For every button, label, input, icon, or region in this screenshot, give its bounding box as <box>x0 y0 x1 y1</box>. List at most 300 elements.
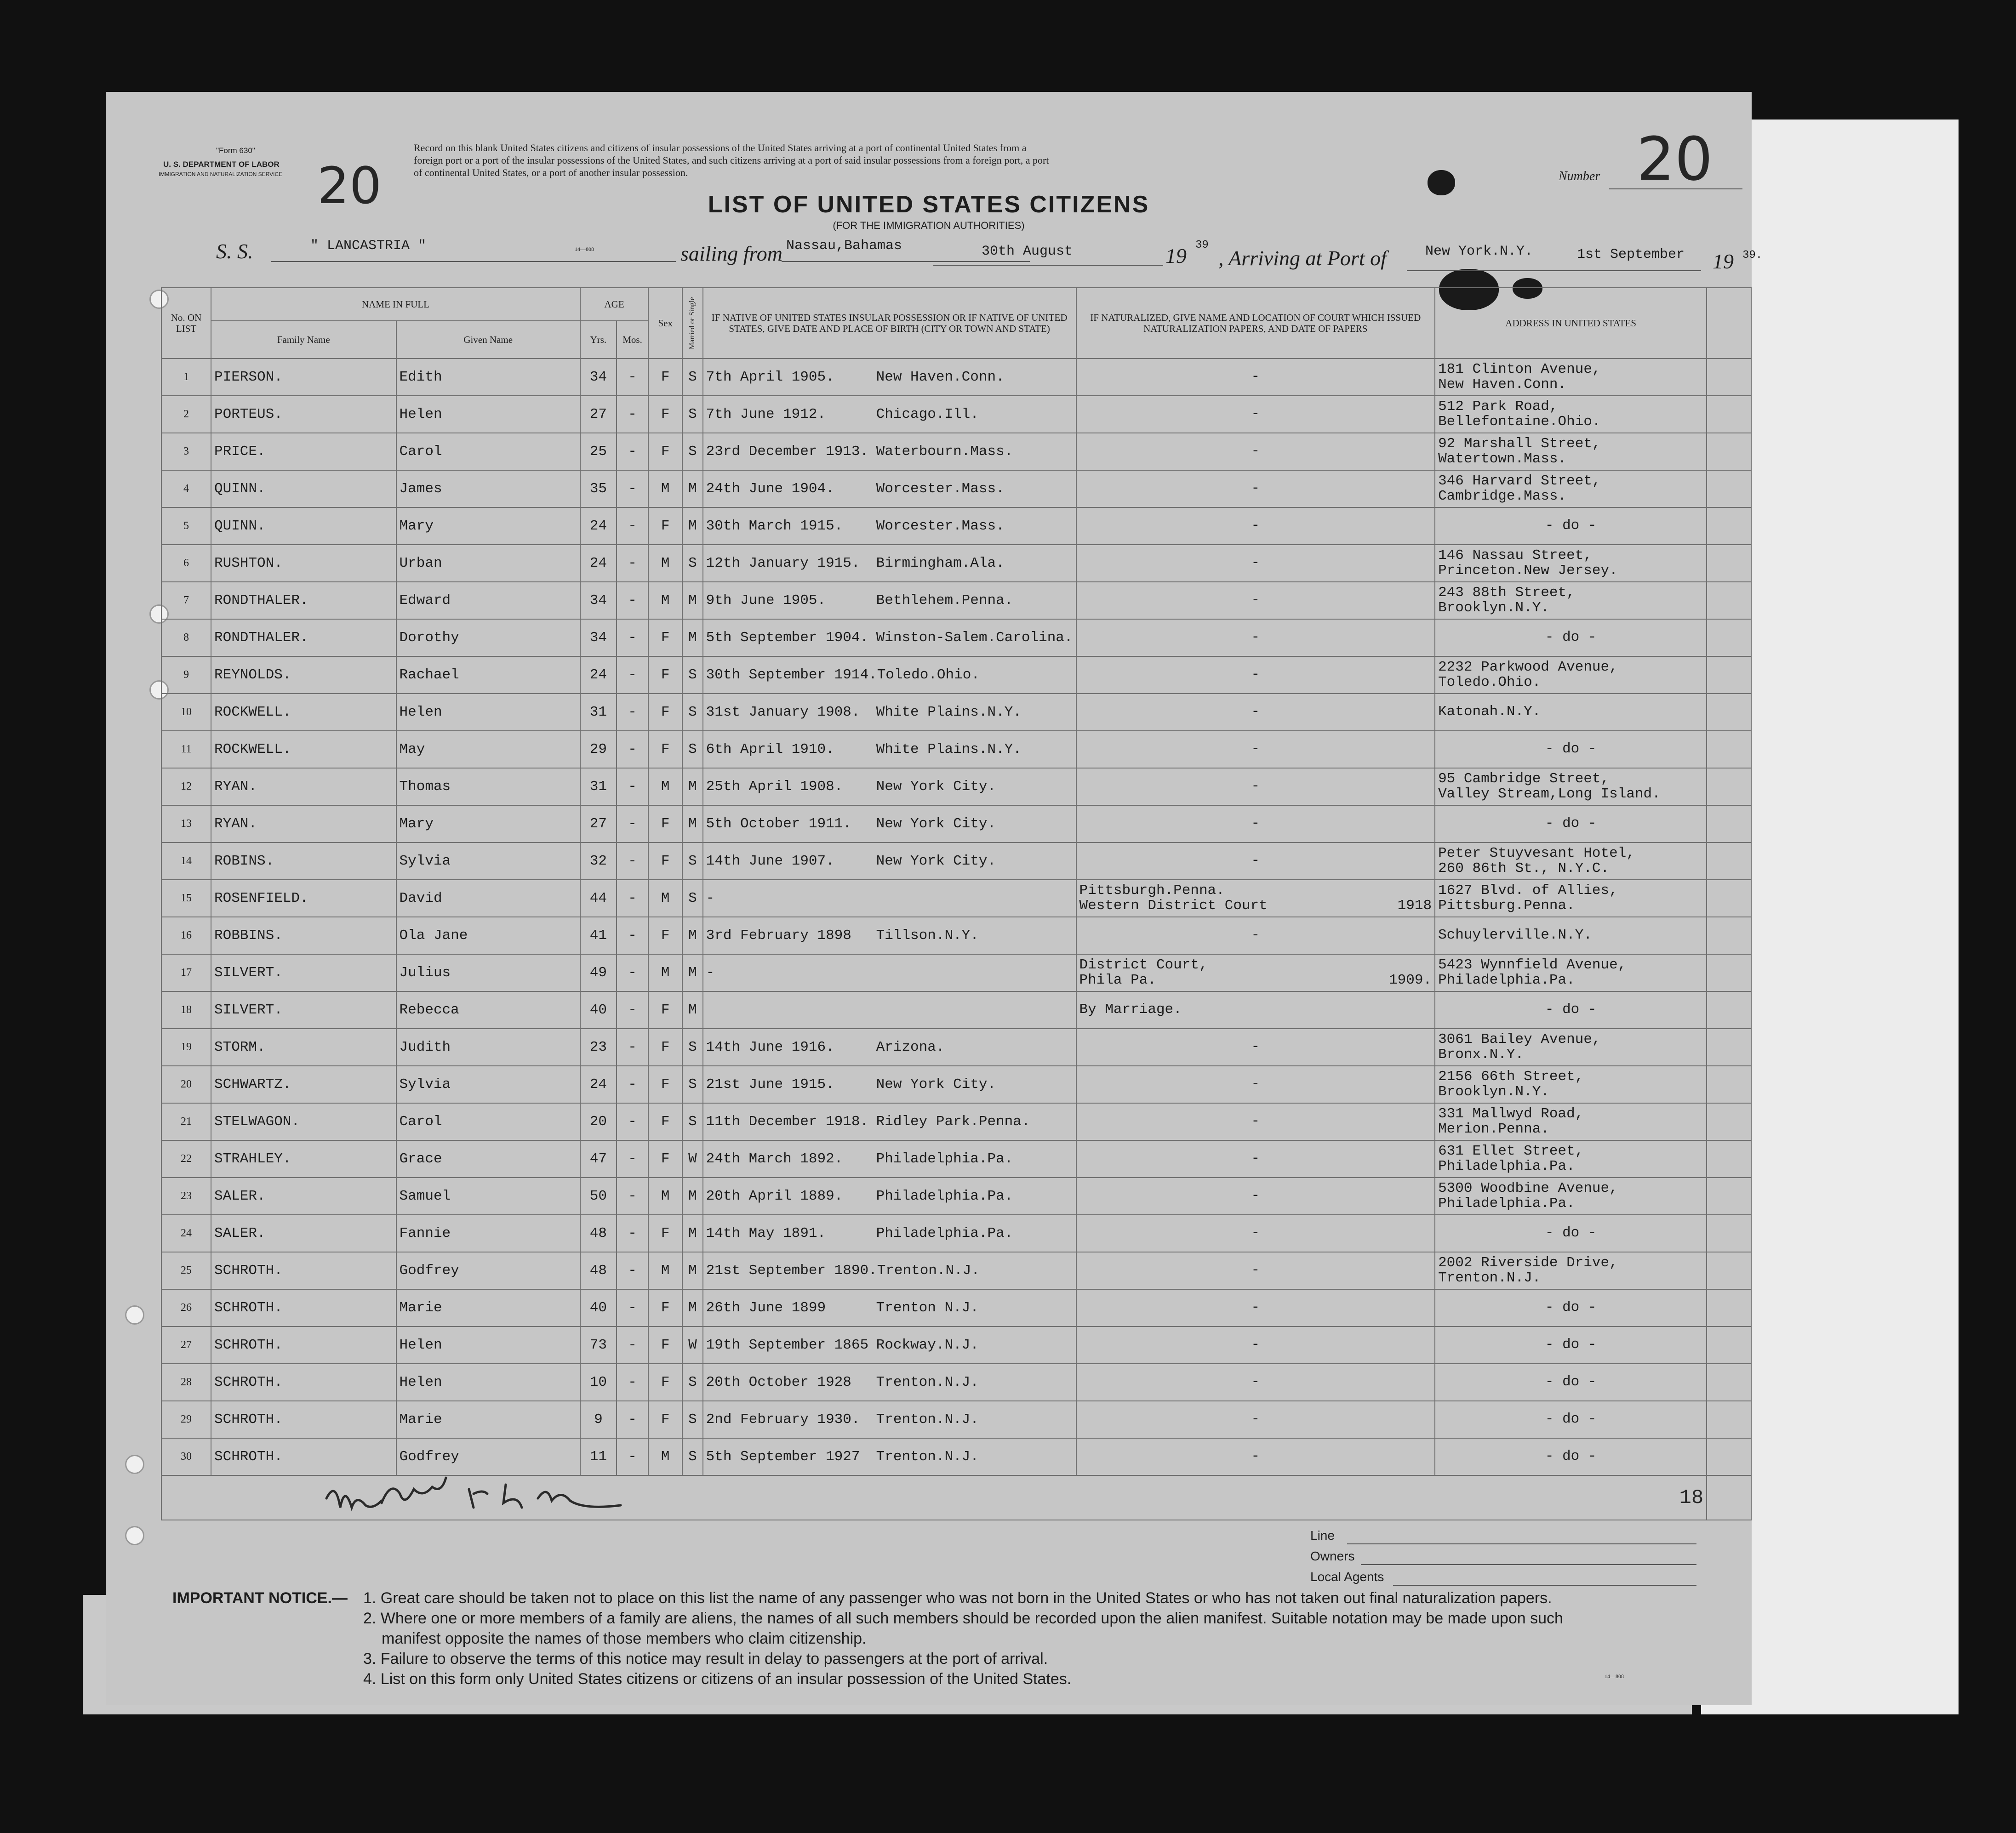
handwritten-page-number: 20 <box>317 156 382 215</box>
birth-date: - <box>706 890 715 906</box>
blank-cell <box>1707 1364 1751 1401</box>
address-line-1: - do - <box>1545 1337 1597 1353</box>
birth-place: New York City. <box>876 816 996 832</box>
sailing-label: sailing from <box>680 242 782 265</box>
sex: M <box>648 470 682 507</box>
age-years: 48 <box>580 1252 617 1289</box>
age-months: - <box>617 582 648 619</box>
table-row <box>161 842 1751 880</box>
passenger-rows <box>161 359 1751 1475</box>
notice-item: manifest opposite the names of those members who claim citizenship. <box>382 1630 867 1647</box>
address-line-2: Bellefontaine.Ohio. <box>1438 413 1601 430</box>
court-name: District Court, <box>1079 956 1208 973</box>
blank-cell <box>1707 768 1751 805</box>
given-name: Dorothy <box>396 619 580 656</box>
address <box>1435 433 1707 470</box>
age-years: 25 <box>580 433 617 470</box>
birth-info <box>703 1364 1076 1401</box>
marital-status: S <box>682 545 703 582</box>
row-number: 20 <box>161 1066 211 1103</box>
birth-info <box>703 656 1076 694</box>
birth-info <box>703 433 1076 470</box>
address-line-2: Valley Stream,Long Island. <box>1438 786 1661 802</box>
given-name: Rachael <box>396 656 580 694</box>
age-years: 24 <box>580 656 617 694</box>
blank-cell <box>1707 1103 1751 1140</box>
row-number: 23 <box>161 1178 211 1215</box>
age-years: 34 <box>580 582 617 619</box>
birth-date: 7th June 1912. <box>706 406 826 422</box>
sex: F <box>648 1066 682 1103</box>
age-years: 11 <box>580 1438 617 1475</box>
given-name: Urban <box>396 545 580 582</box>
address-line-1: Schuylerville.N.Y. <box>1438 927 1592 944</box>
birth-date: 20th October 1928 <box>706 1374 851 1390</box>
given-name: Carol <box>396 1103 580 1140</box>
naturalization-info: - <box>1076 694 1435 731</box>
court-date: 1909. <box>1389 972 1432 988</box>
age-years: 48 <box>580 1215 617 1252</box>
notice-item: 4. List on this form only United States citizens or citizens of an insular possession of the United States. <box>363 1670 1072 1688</box>
age-years: 35 <box>580 470 617 507</box>
age-years: 31 <box>580 768 617 805</box>
address-line-1: 2232 Parkwood Avenue, <box>1438 659 1618 675</box>
age-years: 40 <box>580 1289 617 1326</box>
form-subtitle: (FOR THE IMMIGRATION AUTHORITIES) <box>833 220 1025 231</box>
age-years: 31 <box>580 694 617 731</box>
given-name: Helen <box>396 396 580 433</box>
number-underline <box>1609 188 1742 189</box>
birth-info <box>703 1140 1076 1178</box>
family-name: SILVERT. <box>211 991 396 1029</box>
age-months: - <box>617 545 648 582</box>
birth-place: Worcester.Mass. <box>876 518 1005 534</box>
table-row <box>161 1066 1751 1103</box>
birth-info <box>703 842 1076 880</box>
table-row <box>161 917 1751 954</box>
address-line-1: 95 Cambridge Street, <box>1438 770 1610 787</box>
marital-status: S <box>682 396 703 433</box>
address-line-1: Peter Stuyvesant Hotel, <box>1438 845 1635 861</box>
sex: F <box>648 1215 682 1252</box>
row-number: 9 <box>161 656 211 694</box>
family-name: RYAN. <box>211 805 396 842</box>
address <box>1435 954 1707 991</box>
row-number: 29 <box>161 1401 211 1438</box>
given-name: Fannie <box>396 1215 580 1252</box>
birth-place: Tillson.N.Y. <box>876 928 979 944</box>
birth-info <box>703 694 1076 731</box>
given-name: Edith <box>396 359 580 396</box>
family-name: SCHROTH. <box>211 1289 396 1326</box>
address-line-1: 512 Park Road, <box>1438 398 1558 415</box>
birth-place: Rockway.N.J. <box>876 1337 979 1353</box>
ship-name: " LANCASTRIA " <box>310 238 427 254</box>
address <box>1435 805 1707 842</box>
blank-cell <box>1707 619 1751 656</box>
birth-info <box>703 991 1076 1029</box>
address-line-2: Brooklyn.N.Y. <box>1438 599 1549 616</box>
row-number: 5 <box>161 507 211 545</box>
address <box>1435 694 1707 731</box>
given-name: Carol <box>396 433 580 470</box>
row-number: 10 <box>161 694 211 731</box>
sex: M <box>648 545 682 582</box>
blank-cell <box>1707 1475 1751 1520</box>
instruction-line: Record on this blank United States citizens and citizens of insular possessions of the United States arriving at a port of continental United States from a <box>414 142 1027 154</box>
given-name: Edward <box>396 582 580 619</box>
age-years: 41 <box>580 917 617 954</box>
blank-cell <box>1707 1252 1751 1289</box>
marital-status: S <box>682 880 703 917</box>
age-years: 9 <box>580 1401 617 1438</box>
row-number: 21 <box>161 1103 211 1140</box>
col-name-header: NAME IN FULL <box>211 288 580 321</box>
table-row <box>161 1103 1751 1140</box>
blank-cell <box>1707 545 1751 582</box>
birth-date: 3rd February 1898 <box>706 928 851 944</box>
col-given-header: Given Name <box>396 321 580 359</box>
sex: F <box>648 1364 682 1401</box>
address <box>1435 1252 1707 1289</box>
birth-date: 5th October 1911. <box>706 816 851 832</box>
age-years: 23 <box>580 1029 617 1066</box>
address-line-1: 181 Clinton Avenue, <box>1438 361 1601 377</box>
table-row <box>161 1326 1751 1364</box>
blank-cell <box>1707 507 1751 545</box>
table-row <box>161 1029 1751 1066</box>
age-months: - <box>617 507 648 545</box>
birth-info <box>703 1103 1076 1140</box>
address <box>1435 1140 1707 1178</box>
naturalization-info: - <box>1076 842 1435 880</box>
sex: M <box>648 954 682 991</box>
birth-date: 30th September 1914. <box>706 667 877 683</box>
table-row <box>161 880 1751 917</box>
passenger-table <box>161 287 1752 1520</box>
blank-cell <box>1707 470 1751 507</box>
row-number: 6 <box>161 545 211 582</box>
address-line-1: - do - <box>1545 1411 1597 1428</box>
address-line-2: Philadelphia.Pa. <box>1438 972 1575 988</box>
birth-place: Bethlehem.Penna. <box>876 592 1013 609</box>
address <box>1435 1066 1707 1103</box>
row-number: 24 <box>161 1215 211 1252</box>
birth-date: 7th April 1905. <box>706 369 834 385</box>
family-name: ROCKWELL. <box>211 694 396 731</box>
birth-date: 20th April 1889. <box>706 1188 843 1204</box>
naturalization-info: - <box>1076 1215 1435 1252</box>
family-name: SCHROTH. <box>211 1364 396 1401</box>
naturalization-info: - <box>1076 1401 1435 1438</box>
naturalization-info: - <box>1076 545 1435 582</box>
naturalization-info: - <box>1076 1252 1435 1289</box>
marital-status: M <box>682 954 703 991</box>
address <box>1435 731 1707 768</box>
address-line-1: 331 Mallwyd Road, <box>1438 1105 1584 1122</box>
table-row <box>161 694 1751 731</box>
birth-place: White Plains.N.Y. <box>876 704 1022 720</box>
address <box>1435 991 1707 1029</box>
birth-place: Trenton.N.J. <box>876 1449 979 1465</box>
family-name: SILVERT. <box>211 954 396 991</box>
address-line-1: - do - <box>1545 1448 1597 1465</box>
sex: F <box>648 1103 682 1140</box>
birth-place: Toledo.Ohio. <box>877 667 980 683</box>
marital-status: S <box>682 433 703 470</box>
age-years: 50 <box>580 1178 617 1215</box>
age-months: - <box>617 1289 648 1326</box>
address-line-1: 243 88th Street, <box>1438 584 1575 601</box>
birth-info <box>703 1029 1076 1066</box>
address <box>1435 1029 1707 1066</box>
table-row <box>161 768 1751 805</box>
table-row <box>161 805 1751 842</box>
blank-cell <box>1707 359 1751 396</box>
col-no-header: No. ON LIST <box>161 288 211 359</box>
sex: F <box>648 1140 682 1178</box>
given-name: Helen <box>396 1364 580 1401</box>
birth-place: Birmingham.Ala. <box>876 555 1005 571</box>
given-name: Grace <box>396 1140 580 1178</box>
address-line-1: Katonah.N.Y. <box>1438 704 1541 720</box>
col-naturalized-header: IF NATURALIZED, GIVE NAME AND LOCATION OF COURT WHICH ISSUED NATURALIZATION PAPERS, AND DATE OF PAPERS <box>1076 288 1435 359</box>
age-months: - <box>617 1364 648 1401</box>
arriving-label: , Arriving at Port of <box>1218 246 1387 270</box>
given-name: Rebecca <box>396 991 580 1029</box>
blank-cell <box>1707 1401 1751 1438</box>
sex: M <box>648 880 682 917</box>
naturalization-info: - <box>1076 805 1435 842</box>
court-name: Pittsburgh.Penna. <box>1079 882 1225 899</box>
blank-cell <box>1707 1289 1751 1326</box>
agents-underline <box>1393 1585 1696 1586</box>
family-name: SALER. <box>211 1178 396 1215</box>
birth-place: Trenton.N.J. <box>876 1374 979 1390</box>
marital-status: M <box>682 1252 703 1289</box>
address-line-1: 346 Harvard Street, <box>1438 472 1601 489</box>
col-family-header: Family Name <box>211 321 396 359</box>
address <box>1435 1326 1707 1364</box>
given-name: Helen <box>396 1326 580 1364</box>
row-number: 1 <box>161 359 211 396</box>
row-number: 16 <box>161 917 211 954</box>
family-name: RUSHTON. <box>211 545 396 582</box>
family-name: QUINN. <box>211 507 396 545</box>
given-name: James <box>396 470 580 507</box>
age-years: 29 <box>580 731 617 768</box>
table-row <box>161 1140 1751 1178</box>
given-name: May <box>396 731 580 768</box>
birth-info <box>703 470 1076 507</box>
birth-info <box>703 545 1076 582</box>
blank-cell <box>1707 694 1751 731</box>
marital-status: M <box>682 917 703 954</box>
print-code: 14—808 <box>575 246 594 252</box>
address-line-1: 2156 66th Street, <box>1438 1068 1584 1085</box>
birth-date: 9th June 1905. <box>706 592 826 609</box>
blank-cell <box>1707 805 1751 842</box>
birth-info <box>703 917 1076 954</box>
address-line-1: - do - <box>1545 741 1597 757</box>
table-row <box>161 470 1751 507</box>
birth-place: New York City. <box>876 853 996 869</box>
form-number: "Form 630" <box>216 146 255 155</box>
address-line-1: - do - <box>1545 815 1597 832</box>
age-months: - <box>617 1029 648 1066</box>
birth-info <box>703 396 1076 433</box>
address-line-1: 5423 Wynnfield Avenue, <box>1438 956 1627 973</box>
address <box>1435 768 1707 805</box>
row-number: 3 <box>161 433 211 470</box>
given-name: Godfrey <box>396 1438 580 1475</box>
birth-date: 21st June 1915. <box>706 1076 834 1093</box>
given-name: Helen <box>396 694 580 731</box>
row-number: 17 <box>161 954 211 991</box>
birth-date: 11th December 1918. <box>706 1114 869 1130</box>
table-row <box>161 396 1751 433</box>
birth-place: New York City. <box>876 1076 996 1093</box>
row-number: 13 <box>161 805 211 842</box>
naturalization-info: - <box>1076 1140 1435 1178</box>
service: IMMIGRATION AND NATURALIZATION SERVICE <box>159 171 283 177</box>
list-number: 20 <box>1637 124 1713 194</box>
birth-info <box>703 1401 1076 1438</box>
given-name: Sylvia <box>396 1066 580 1103</box>
address-line-1: - do - <box>1545 1299 1597 1316</box>
birth-place: Worcester.Mass. <box>876 481 1005 497</box>
address <box>1435 880 1707 917</box>
birth-place: Philadelphia.Pa. <box>876 1225 1013 1241</box>
address <box>1435 619 1707 656</box>
notice-list <box>363 1588 1563 1689</box>
marital-status: S <box>682 1364 703 1401</box>
table-row <box>161 582 1751 619</box>
blank-cell <box>1707 842 1751 880</box>
marital-status: S <box>682 656 703 694</box>
birth-info <box>703 805 1076 842</box>
row-number: 30 <box>161 1438 211 1475</box>
age-months: - <box>617 470 648 507</box>
birth-info <box>703 1289 1076 1326</box>
sex: F <box>648 1029 682 1066</box>
sex: M <box>648 1438 682 1475</box>
sex: M <box>648 1252 682 1289</box>
given-name: David <box>396 880 580 917</box>
birth-date: 5th September 1927 <box>706 1449 860 1465</box>
total-count: 18 <box>1435 1475 1707 1520</box>
family-name: QUINN. <box>211 470 396 507</box>
age-years: 10 <box>580 1364 617 1401</box>
instructions <box>414 142 1049 179</box>
age-months: - <box>617 954 648 991</box>
table-row <box>161 1252 1751 1289</box>
from-underline <box>782 261 1030 262</box>
age-months: - <box>617 1178 648 1215</box>
age-years: 73 <box>580 1326 617 1364</box>
birth-info <box>703 731 1076 768</box>
birth-date: 23rd December 1913. <box>706 444 869 460</box>
sex: F <box>648 694 682 731</box>
table-row <box>161 545 1751 582</box>
naturalization-info: - <box>1076 1326 1435 1364</box>
age-years: 34 <box>580 619 617 656</box>
family-name: PORTEUS. <box>211 396 396 433</box>
row-number: 18 <box>161 991 211 1029</box>
table-row <box>161 1438 1751 1475</box>
age-years: 47 <box>580 1140 617 1178</box>
birth-date: 6th April 1910. <box>706 741 834 757</box>
birth-info <box>703 1252 1076 1289</box>
given-name: Ola Jane <box>396 917 580 954</box>
table-row <box>161 954 1751 991</box>
col-marital-header: Married or Single <box>682 288 703 359</box>
blank-cell <box>1707 991 1751 1029</box>
birth-info <box>703 1066 1076 1103</box>
department: U. S. DEPARTMENT OF LABOR <box>163 160 280 169</box>
birth-info <box>703 582 1076 619</box>
date-underline <box>933 265 1163 266</box>
birth-place: White Plains.N.Y. <box>876 741 1022 757</box>
address-line-2: Toledo.Ohio. <box>1438 674 1541 690</box>
address <box>1435 656 1707 694</box>
blank-cell <box>1707 582 1751 619</box>
family-name: SCHROTH. <box>211 1438 396 1475</box>
age-months: - <box>617 619 648 656</box>
marital-status: S <box>682 731 703 768</box>
address <box>1435 1178 1707 1215</box>
age-years: 49 <box>580 954 617 991</box>
punch-hole <box>125 1526 144 1545</box>
address-line-1: - do - <box>1545 1002 1597 1018</box>
row-number: 27 <box>161 1326 211 1364</box>
family-name: ROSENFIELD. <box>211 880 396 917</box>
address <box>1435 1438 1707 1475</box>
col-birth-header: IF NATIVE OF UNITED STATES INSULAR POSSESSION OR IF NATIVE OF UNITED STATES, GIVE DATE AND PLACE OF BIRTH (CITY OR TOWN AND STATE) <box>703 288 1076 359</box>
given-name: Samuel <box>396 1178 580 1215</box>
blank-cell <box>1707 396 1751 433</box>
table-row <box>161 656 1751 694</box>
line-label: Line <box>1310 1528 1335 1543</box>
address <box>1435 842 1707 880</box>
age-months: - <box>617 1438 648 1475</box>
notice-item: 2. Where one or more members of a family are aliens, the names of all such members should be recorded upon the alien manifest. Suitable notation may be made upon such <box>363 1610 1563 1627</box>
birth-place: Arizona. <box>876 1039 945 1055</box>
table-row <box>161 433 1751 470</box>
birth-info <box>703 1178 1076 1215</box>
birth-place: Waterbourn.Mass. <box>876 444 1013 460</box>
arrival-date: 1st September <box>1577 247 1685 262</box>
notice-title: IMPORTANT NOTICE.— <box>172 1589 348 1607</box>
birth-date: 31st January 1908. <box>706 704 860 720</box>
court-location-text: Western District Court <box>1079 897 1268 914</box>
address-line-1: 5300 Woodbine Avenue, <box>1438 1180 1618 1196</box>
given-name: Julius <box>396 954 580 991</box>
address-line-1: 92 Marshall Street, <box>1438 435 1601 452</box>
naturalization-info: - <box>1076 731 1435 768</box>
address-line-2: Pittsburg.Penna. <box>1438 897 1575 914</box>
row-number: 14 <box>161 842 211 880</box>
blank-cell <box>1707 1066 1751 1103</box>
instruction-line: foreign port or a port of the insular possessions of the United States, and such citizens arriving at a port of said insular possessions from a foreign port, a port <box>414 154 1049 166</box>
address-line-1: 2002 Riverside Drive, <box>1438 1254 1618 1271</box>
naturalization-info: - <box>1076 1289 1435 1326</box>
address <box>1435 1215 1707 1252</box>
address-line-2: Philadelphia.Pa. <box>1438 1195 1575 1212</box>
naturalization-info: - <box>1076 1364 1435 1401</box>
birth-info <box>703 954 1076 991</box>
age-years: 24 <box>580 507 617 545</box>
